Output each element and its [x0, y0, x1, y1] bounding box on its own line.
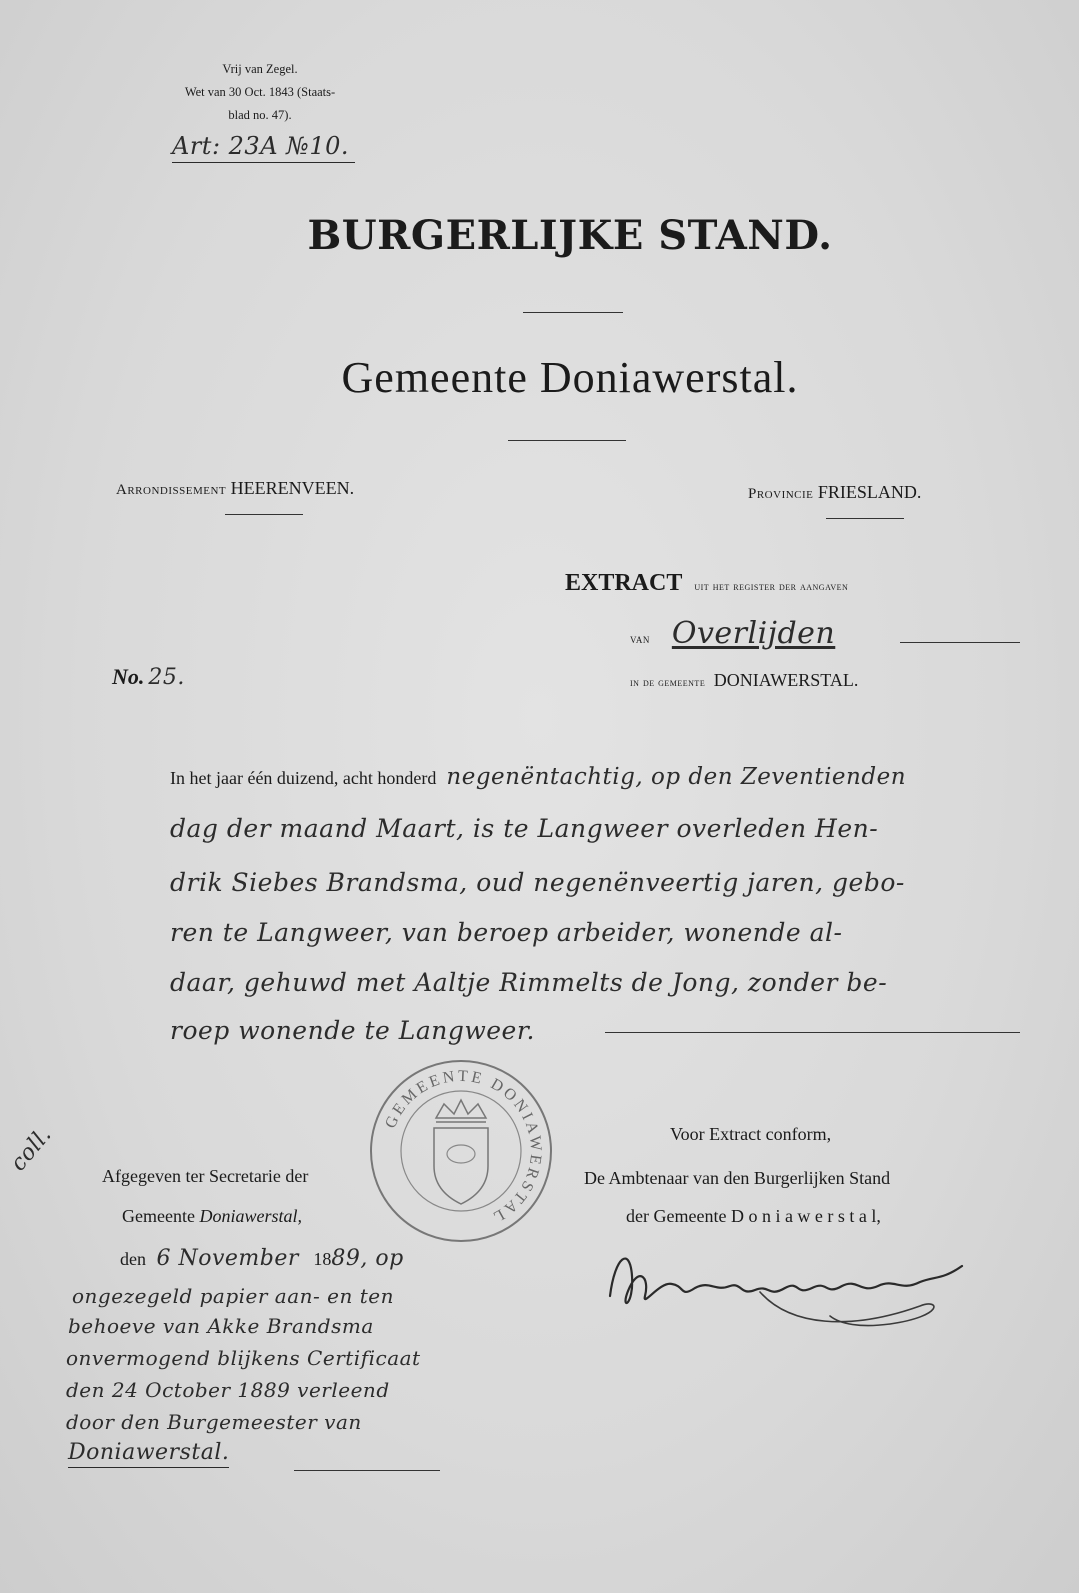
- district-label: Arrondissement: [116, 482, 227, 498]
- gemeente-value: DONIAWERSTAL.: [713, 670, 859, 690]
- seal-inner-ring: [401, 1091, 521, 1211]
- extract-number: [112, 664, 185, 690]
- issued-date-line: [120, 1246, 404, 1271]
- issued-date-label: den: [120, 1249, 146, 1269]
- conform-line-1: Voor Extract conform,: [670, 1124, 832, 1144]
- stamp-tax-line3: blad no. 47).: [228, 108, 292, 122]
- seal-ring-text: GEMEENTE DONIAWERSTAL: [382, 1067, 545, 1227]
- gemeente-label: in de gemeente: [630, 675, 706, 689]
- district-divider: [225, 514, 303, 515]
- issued-note-2: behoeve van Akke Brandsma: [68, 1314, 374, 1338]
- body-line-4: ren te Langweer, van beroep arbeider, wonende al-: [170, 918, 843, 947]
- van-fill-line: [900, 642, 1020, 643]
- body-line-2: dag der maand Maart, is te Langweer overleden Hen-: [170, 814, 879, 843]
- body-end-fill-line: [605, 1032, 1020, 1033]
- extract-van-field: [630, 616, 1020, 651]
- issued-gemeente-label: Gemeente: [122, 1206, 195, 1226]
- body-line-3: drik Siebes Brandsma, oud negenënveertig jaren, gebo-: [170, 868, 905, 897]
- conform-line-3: der Gemeente D o n i a w e r s t a l,: [626, 1206, 881, 1226]
- issued-gemeente-value: Doniawerstal,: [199, 1206, 302, 1226]
- municipality-heading: Gemeente Doniawerstal.: [341, 353, 799, 402]
- body-line-5: daar, gehuwd met Aaltje Rimmelts de Jong, zonder be-: [170, 968, 888, 997]
- district-field: [116, 478, 354, 499]
- extract-gemeente-field: [630, 670, 858, 691]
- province-divider: [826, 518, 904, 519]
- seal-outer-ring: [371, 1061, 551, 1241]
- seal-shield-icon: [434, 1128, 488, 1204]
- stamp-tax-line1: Vrij van Zegel.: [222, 62, 298, 76]
- body-line-6: roep wonende te Langweer.: [170, 1016, 535, 1045]
- issued-note-4: den 24 October 1889 verleend: [66, 1378, 390, 1402]
- margin-note: coll.: [6, 1122, 57, 1177]
- number-label: No.: [112, 664, 145, 689]
- extract-header: [565, 570, 848, 597]
- van-label: van: [630, 631, 650, 646]
- province-field: [748, 482, 921, 503]
- issued-year-hand: 89, op: [331, 1246, 404, 1271]
- issued-year-printed: 18: [313, 1249, 332, 1269]
- district-value: HEERENVEEN.: [230, 478, 355, 498]
- issued-end-fill-line: [294, 1470, 440, 1471]
- body-line-1: [170, 764, 1030, 790]
- municipal-seal: [366, 1056, 556, 1246]
- page-title: BURGERLIJKE STAND.: [307, 212, 833, 259]
- issued-note-5: door den Burgemeester van: [66, 1410, 362, 1434]
- municipality-divider: [508, 440, 626, 441]
- issued-date-hand: 6 November: [156, 1246, 299, 1271]
- stamp-tax-block: [140, 58, 380, 127]
- registrar-signature: [590, 1236, 990, 1336]
- title-divider: [523, 312, 623, 313]
- province-value: FRIESLAND.: [817, 482, 922, 502]
- body-hand-1: negenëntachtig, op den Zeventienden: [446, 764, 907, 790]
- issued-note-1: ongezegeld papier aan- en ten: [72, 1284, 394, 1308]
- province-label: Provincie: [748, 486, 814, 502]
- issued-line-2: [122, 1206, 302, 1227]
- seal-crown-icon: [436, 1100, 486, 1122]
- issued-note-6: Doniawerstal.: [68, 1440, 229, 1468]
- issued-line-1: Afgegeven ter Secretarie der: [102, 1166, 309, 1186]
- extract-subtitle: uit het register der aangaven: [694, 579, 849, 593]
- stamp-tax-line2: Wet van 30 Oct. 1843 (Staats-: [184, 85, 336, 99]
- issued-note-3: onvermogend blijkens Certificaat: [66, 1346, 421, 1370]
- van-value: Overlijden: [671, 616, 836, 651]
- extract-title: EXTRACT: [565, 570, 683, 596]
- body-printed-intro: In het jaar één duizend, acht honderd: [170, 768, 437, 788]
- number-value: 25.: [148, 665, 185, 690]
- conform-line-2: De Ambtenaar van den Burgerlijken Stand: [584, 1168, 891, 1188]
- article-number: Art: 23A №10.: [172, 132, 355, 163]
